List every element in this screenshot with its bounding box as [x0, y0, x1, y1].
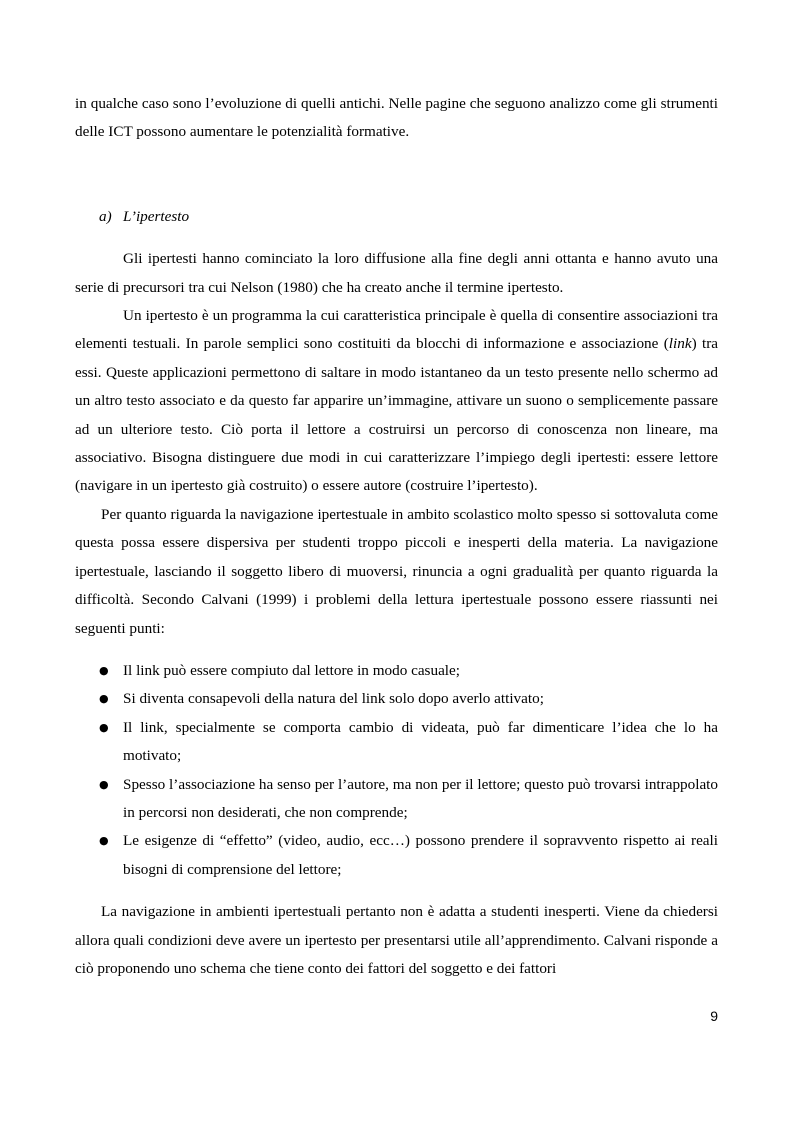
list-item-text: Spesso l’associazione ha senso per l’autore, ma non per il lettore; questo può trovarsi intrappolato in percorsi non desiderati, che non comprende;	[123, 775, 718, 821]
spacer	[75, 643, 718, 657]
link-term: link	[668, 335, 692, 353]
list-item-text: Le esigenze di “effetto” (video, audio, ecc…) possono prendere il sopravvento rispetto ai reali bisogni di comprensione del lettore;	[123, 832, 718, 878]
intro-paragraph: in qualche caso sono l’evoluzione di quelli antichi. Nelle pagine che seguono analizzo come gli strumenti delle ICT possono aumentare le potenzialità formative.	[75, 95, 718, 141]
bullet-icon: ●	[99, 834, 109, 848]
paragraph-2-text-before: Un ipertesto è un programma la cui caratteristica principale è quella di consentire associazioni tra elementi testuali. In parole semplici sono costituiti da blocchi di informazione e associazione (	[75, 307, 718, 353]
bullet-icon: ●	[99, 692, 109, 706]
bullet-list	[75, 657, 718, 884]
bullet-icon: ●	[99, 663, 109, 677]
list-item-text: Il link, specialmente se comporta cambio di videata, può far dimenticare l’idea che lo ha motivato;	[123, 718, 718, 765]
paragraph-2-text-after: ) tra essi. Queste applicazioni permettono di saltare in modo istantaneo da un testo presente nello schermo ad un altro testo associato e da questo far apparire un’immagine, attivare un suono o semplicemente passare ad un ulteriore testo. Ciò porta il lettore a costruirsi un percorso di conoscenza non lineare, ma associativo. Bisogna distinguere due modi in cui caratterizzare l’impiego degli ipertesti: essere lettore (navigare in un ipertesto già costruito) o essere autore (costruire l’ipertesto).	[75, 335, 719, 495]
spacer	[75, 147, 718, 203]
list-item-text: Si diventa consapevoli della natura del link solo dopo averlo attivato;	[123, 690, 544, 708]
list-item	[75, 657, 718, 685]
document-page	[75, 90, 718, 983]
section-number: a)	[99, 207, 112, 225]
bullet-icon: ●	[99, 777, 109, 791]
list-item	[75, 771, 718, 828]
bullet-icon: ●	[99, 720, 109, 734]
spacer	[75, 231, 718, 245]
paragraph-3: Per quanto riguarda la navigazione ipertestuale in ambito scolastico molto spesso si sottovaluta come questa possa essere dispersiva per studenti troppo piccoli e inesperti della materia. La navigazione ipertestuale, lasciando il soggetto libero di muoversi, rinuncia a ogni gradualità per quanto riguarda la difficoltà. Secondo Calvani (1999) i problemi della lettura ipertestuale possono essere riassunti nei seguenti punti:	[75, 505, 718, 637]
section-heading	[75, 203, 718, 231]
paragraph-2	[75, 302, 718, 501]
spacer	[75, 884, 718, 898]
paragraph-1: Gli ipertesti hanno cominciato la loro diffusione alla fine degli anni ottanta e hanno avuto una serie di precursori tra cui Nelson (1980) che ha creato anche il termine ipertesto.	[75, 250, 718, 296]
paragraph-4: La navigazione in ambienti ipertestuali pertanto non è adatta a studenti inesperti. Viene da chiedersi allora quali condizioni deve avere un ipertesto per presentarsi utile all’apprendimento. Calvani risponde a ciò proponendo uno schema che tiene conto dei fattori del soggetto e dei fattori	[75, 903, 718, 977]
list-item	[75, 685, 718, 713]
page-number: 9	[710, 1008, 718, 1024]
list-item-text: Il link può essere compiuto dal lettore in modo casuale;	[123, 661, 460, 679]
section-title: L’ipertesto	[123, 207, 190, 225]
list-item	[75, 827, 718, 884]
list-item	[75, 714, 718, 771]
